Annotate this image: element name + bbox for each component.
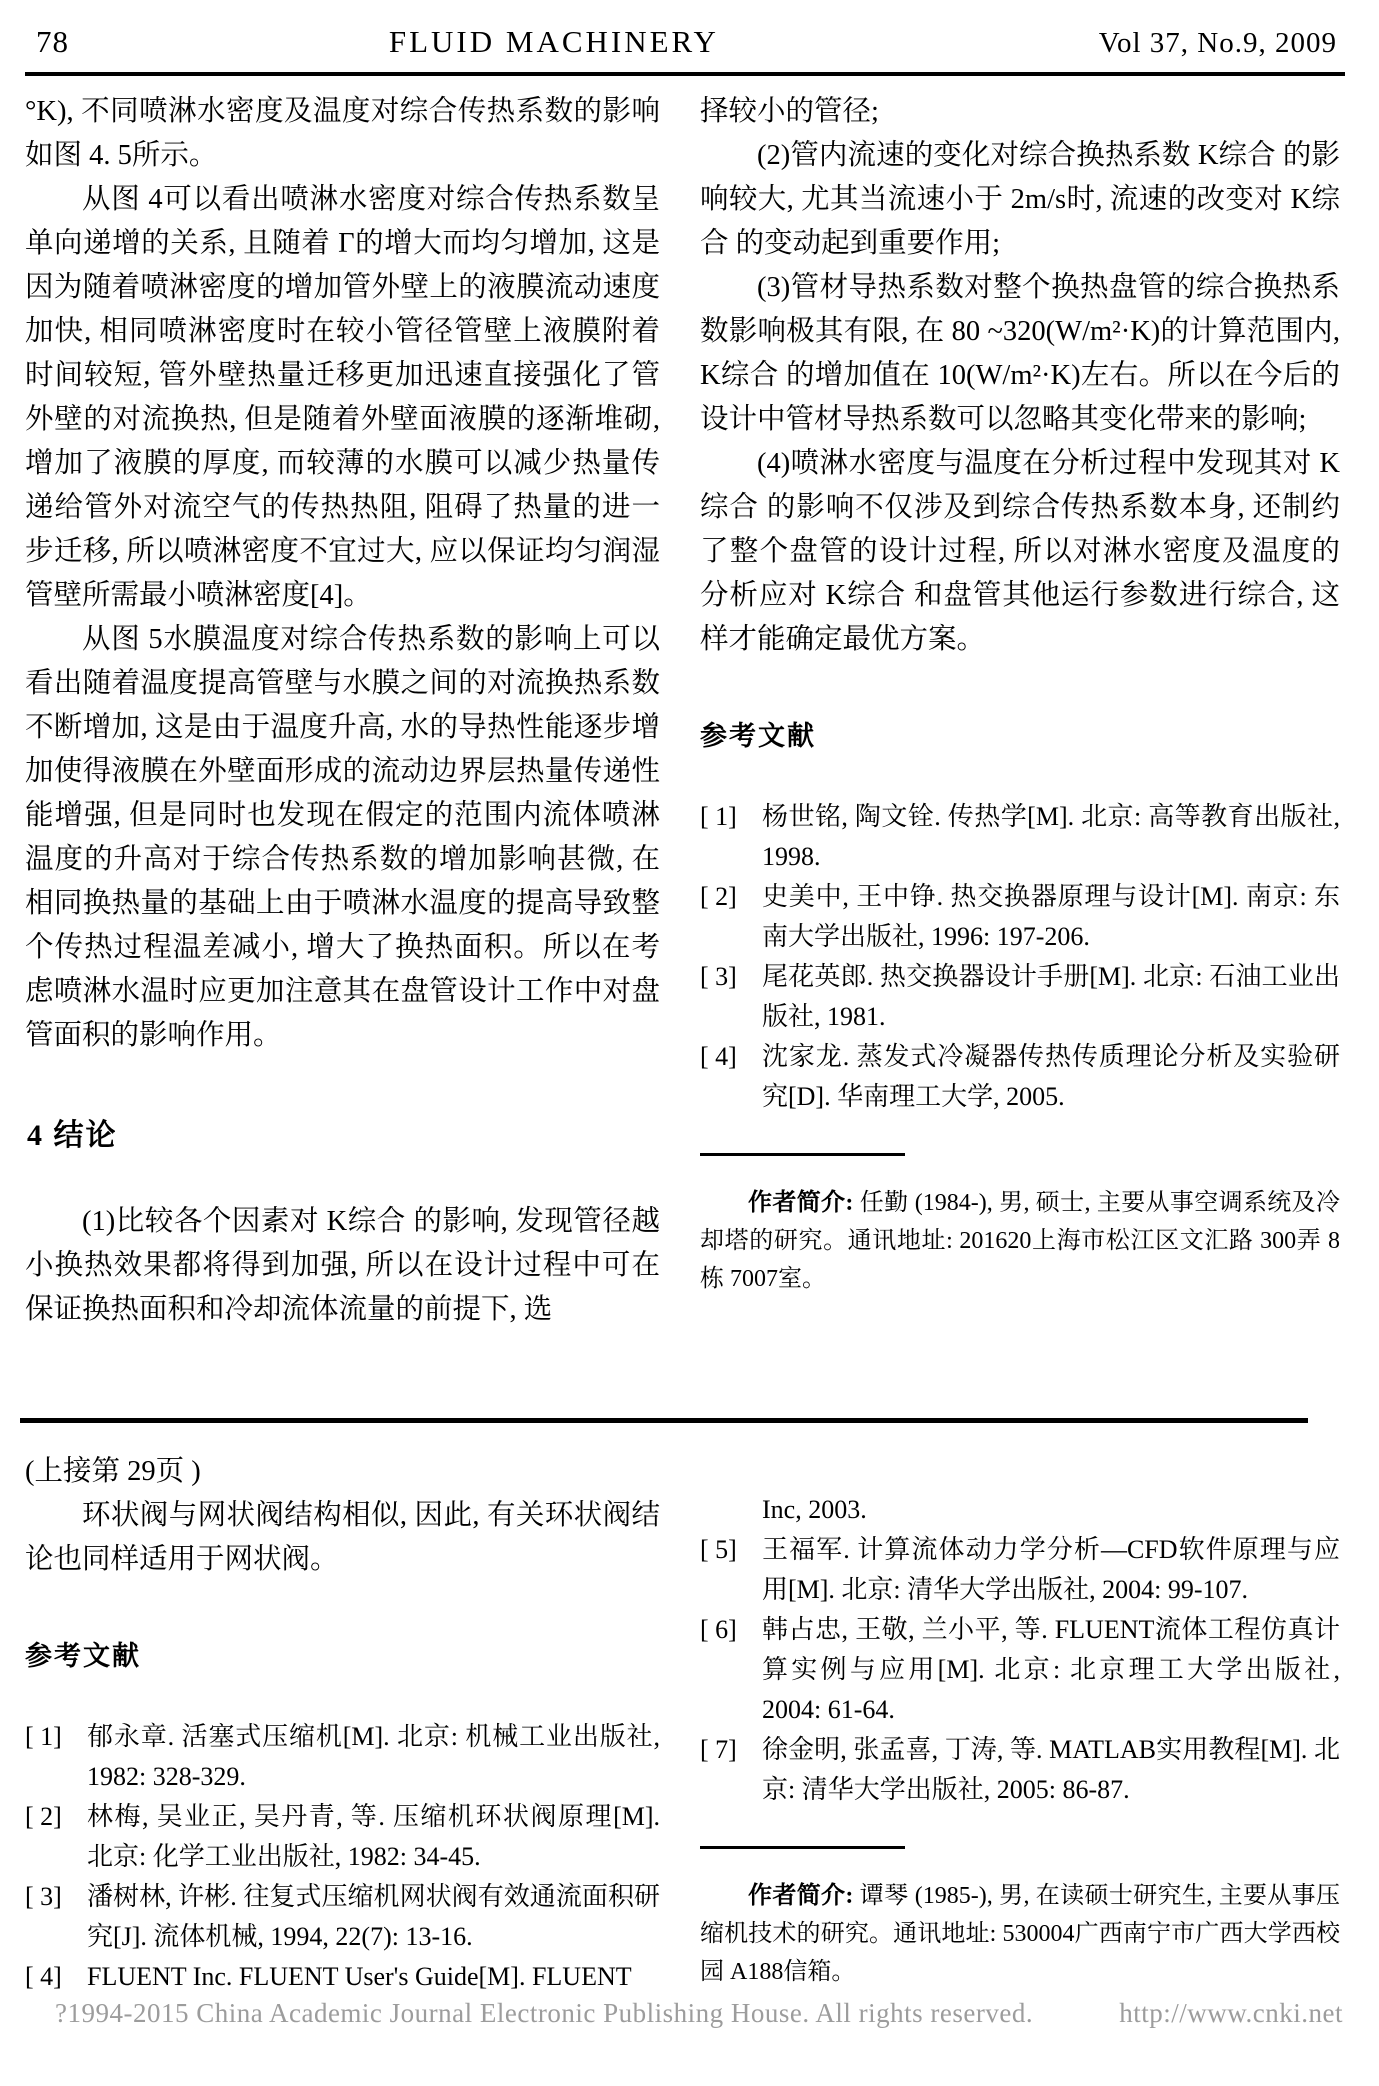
paragraph-conclusion-1: (1)比较各个因素对 K综合 的影响, 发现管径越小换热效果都将得到加强, 所以在设计过程中可在保证换热面积和冷却流体流量的前提下, 选 bbox=[25, 1206, 660, 1325]
issue-info: Vol 37, No.9, 2009 bbox=[1098, 27, 1337, 59]
paragraph-continuation: °K), 不同喷淋水密度及温度对综合传热系数的影响如图 4. 5所示。 bbox=[25, 96, 660, 171]
paragraph-conclusion-2: (2)管内流速的变化对综合换热系数 K综合 的影响较大, 尤其当流速小于 2m/s时, 流速的改变对 K综合 的变动起到重要作用; bbox=[700, 140, 1340, 259]
reference-marker: [ 4] bbox=[25, 1962, 62, 1991]
reference-marker: [ 2] bbox=[25, 1802, 62, 1831]
page-header bbox=[0, 0, 1379, 60]
reference-marker: [ 1] bbox=[700, 802, 737, 831]
reference-item bbox=[25, 1877, 660, 1957]
article2-right-column bbox=[700, 1490, 1340, 1997]
reference-text: 徐金明, 张孟喜, 丁涛, 等. MATLAB实用教程[M]. 北京: 清华大学出版社, 2005: 86-87. bbox=[762, 1735, 1340, 1804]
reference-item bbox=[700, 1610, 1340, 1730]
references-heading: 参考文献 bbox=[25, 1641, 141, 1671]
author-bio-label: 作者简介: bbox=[748, 1190, 854, 1216]
journal-title: FLUID MACHINERY bbox=[388, 24, 719, 59]
page-number: 78 bbox=[36, 24, 69, 59]
reference-item bbox=[700, 957, 1340, 1037]
reference-marker: [ 3] bbox=[700, 962, 737, 991]
reference-text: 尾花英郎. 热交换器设计手册[M]. 北京: 石油工业出版社, 1981. bbox=[762, 962, 1340, 1031]
article-divider-rule bbox=[20, 1418, 1308, 1423]
author-bio bbox=[700, 1877, 1340, 1991]
reference-text: 史美中, 王中铮. 热交换器原理与设计[M]. 南京: 东南大学出版社, 1996: 197-206. bbox=[762, 882, 1340, 951]
article-1 bbox=[0, 76, 1379, 1408]
article-2 bbox=[0, 1436, 1379, 1997]
author-bio-rule bbox=[700, 1846, 905, 1849]
reference-marker: [ 4] bbox=[700, 1042, 737, 1071]
paragraph: 环状阀与网状阀结构相似, 因此, 有关环状阀结论也同样适用于网状阀。 bbox=[25, 1500, 660, 1575]
reference-text: 王福军. 计算流体动力学分析—CFD软件原理与应用[M]. 北京: 清华大学出版社, 2004: 99-107. bbox=[762, 1535, 1340, 1604]
reference-marker: [ 1] bbox=[25, 1722, 62, 1751]
paragraph-conclusion-3: (3)管材导热系数对整个换热盘管的综合换热系数影响极其有限, 在 80 ~320(W/m²·K)的计算范围内, K综合 的增加值在 10(W/m²·K)左右。所以在今后的设计中管材导热系数可以忽略其变化带来的影响; bbox=[700, 272, 1340, 435]
reference-item bbox=[700, 877, 1340, 957]
article1-right-column bbox=[700, 90, 1340, 1408]
reference-marker: [ 5] bbox=[700, 1535, 737, 1564]
reference-item bbox=[700, 1530, 1340, 1610]
reference-text: 潘树林, 许彬. 往复式压缩机网状阀有效通流面积研究[J]. 流体机械, 1994, 22(7): 13-16. bbox=[87, 1882, 660, 1951]
reference-text: 郁永章. 活塞式压缩机[M]. 北京: 机械工业出版社, 1982: 328-329. bbox=[87, 1722, 660, 1791]
reference-text: FLUENT Inc. FLUENT User's Guide[M]. FLUENT bbox=[87, 1962, 632, 1991]
paragraph-conclusion-4: (4)喷淋水密度与温度在分析过程中发现其对 K综合 的影响不仅涉及到综合传热系数本身, 还制约了整个盘管的设计过程, 所以对淋水密度及温度的分析应对 K综合 和盘管其他运行参数进行综合, 这样才能确定最优方案。 bbox=[700, 448, 1340, 655]
reference-marker: [ 2] bbox=[700, 882, 737, 911]
author-bio bbox=[700, 1184, 1340, 1298]
reference-item bbox=[700, 797, 1340, 877]
continued-from-note: (上接第 29页 ) bbox=[25, 1456, 201, 1487]
copyright-notice: ?1994-2015 China Academic Journal Electronic Publishing House. All rights reserved. bbox=[55, 1998, 1034, 2028]
author-bio-text: 谭琴 (1985-), 男, 在读硕士研究生, 主要从事压缩机技术的研究。通讯地址: 530004广西南宁市广西大学西校园 A188信箱。 bbox=[700, 1883, 1340, 1985]
page-footer bbox=[55, 1998, 1343, 2029]
paragraph: 从图 5水膜温度对综合传热系数的影响上可以看出随着温度提高管壁与水膜之间的对流换热系数不断增加, 这是由于温度升高, 水的导热性能逐步增加使得液膜在外壁面形成的流动边界层热量传递性能增强, 但是同时也发现在假定的范围内流体喷淋温度的升高对于综合传热系数的增加影响甚微, 在相同换热量的基础上由于喷淋水温度的提高导致整个传热过程温差减小, 增大了换热面积。所以在考虑喷淋水温时应更加注意其在盘管设计工作中对盘管面积的影响作用。 bbox=[25, 624, 660, 1051]
author-bio-label: 作者简介: bbox=[748, 1883, 854, 1909]
reference-item bbox=[25, 1957, 660, 1997]
reference-marker: [ 3] bbox=[25, 1882, 62, 1911]
reference-text: 杨世铭, 陶文铨. 传热学[M]. 北京: 高等教育出版社, 1998. bbox=[762, 802, 1340, 871]
reference-item bbox=[25, 1797, 660, 1877]
paragraph: 从图 4可以看出喷淋水密度对综合传热系数呈单向递增的关系, 且随着 Γ的增大而均匀增加, 这是因为随着喷淋密度的增加管外壁上的液膜流动速度加快, 相同喷淋密度时在较小管径管壁上液膜附着时间较短, 管外壁热量迁移更加迅速直接强化了管外壁的对流换热, 但是随着外壁面液膜的逐渐堆砌, 增加了液膜的厚度, 而较薄的水膜可以减少热量传递给管外对流空气的传热热阻, 阻碍了热量的进一步迁移, 所以喷淋密度不宜过大, 应以保证均匀润湿管壁所需最小喷淋密度[4]。 bbox=[25, 184, 660, 611]
reference-item bbox=[700, 1037, 1340, 1117]
author-bio-rule bbox=[700, 1153, 905, 1156]
reference-item bbox=[25, 1717, 660, 1797]
cnki-url: http://www.cnki.net bbox=[1119, 1998, 1343, 2028]
references-heading: 参考文献 bbox=[700, 721, 816, 751]
reference-text: 林梅, 吴业正, 吴丹青, 等. 压缩机环状阀原理[M]. 北京: 化学工业出版社, 1982: 34-45. bbox=[87, 1802, 660, 1871]
article1-left-column bbox=[25, 90, 660, 1408]
author-bio-text: 任勤 (1984-), 男, 硕士, 主要从事空调系统及冷却塔的研究。通讯地址: 201620上海市松江区文汇路 300弄 8栋 7007室。 bbox=[700, 1190, 1340, 1292]
reference-text: 韩占忠, 王敬, 兰小平, 等. FLUENT流体工程仿真计算实例与应用[M]. 北京: 北京理工大学出版社, 2004: 61-64. bbox=[762, 1615, 1340, 1724]
reference-marker: [ 6] bbox=[700, 1615, 737, 1644]
paragraph-continuation: 择较小的管径; bbox=[700, 96, 879, 127]
article2-left-column bbox=[25, 1450, 660, 1997]
reference-text: 沈家龙. 蒸发式冷凝器传热传质理论分析及实验研究[D]. 华南理工大学, 2005. bbox=[762, 1042, 1340, 1111]
reference-marker: [ 7] bbox=[700, 1735, 737, 1764]
reference-item bbox=[700, 1730, 1340, 1810]
section-heading-conclusion: 4 结论 bbox=[27, 1119, 118, 1152]
reference-continuation: Inc, 2003. bbox=[762, 1495, 867, 1524]
